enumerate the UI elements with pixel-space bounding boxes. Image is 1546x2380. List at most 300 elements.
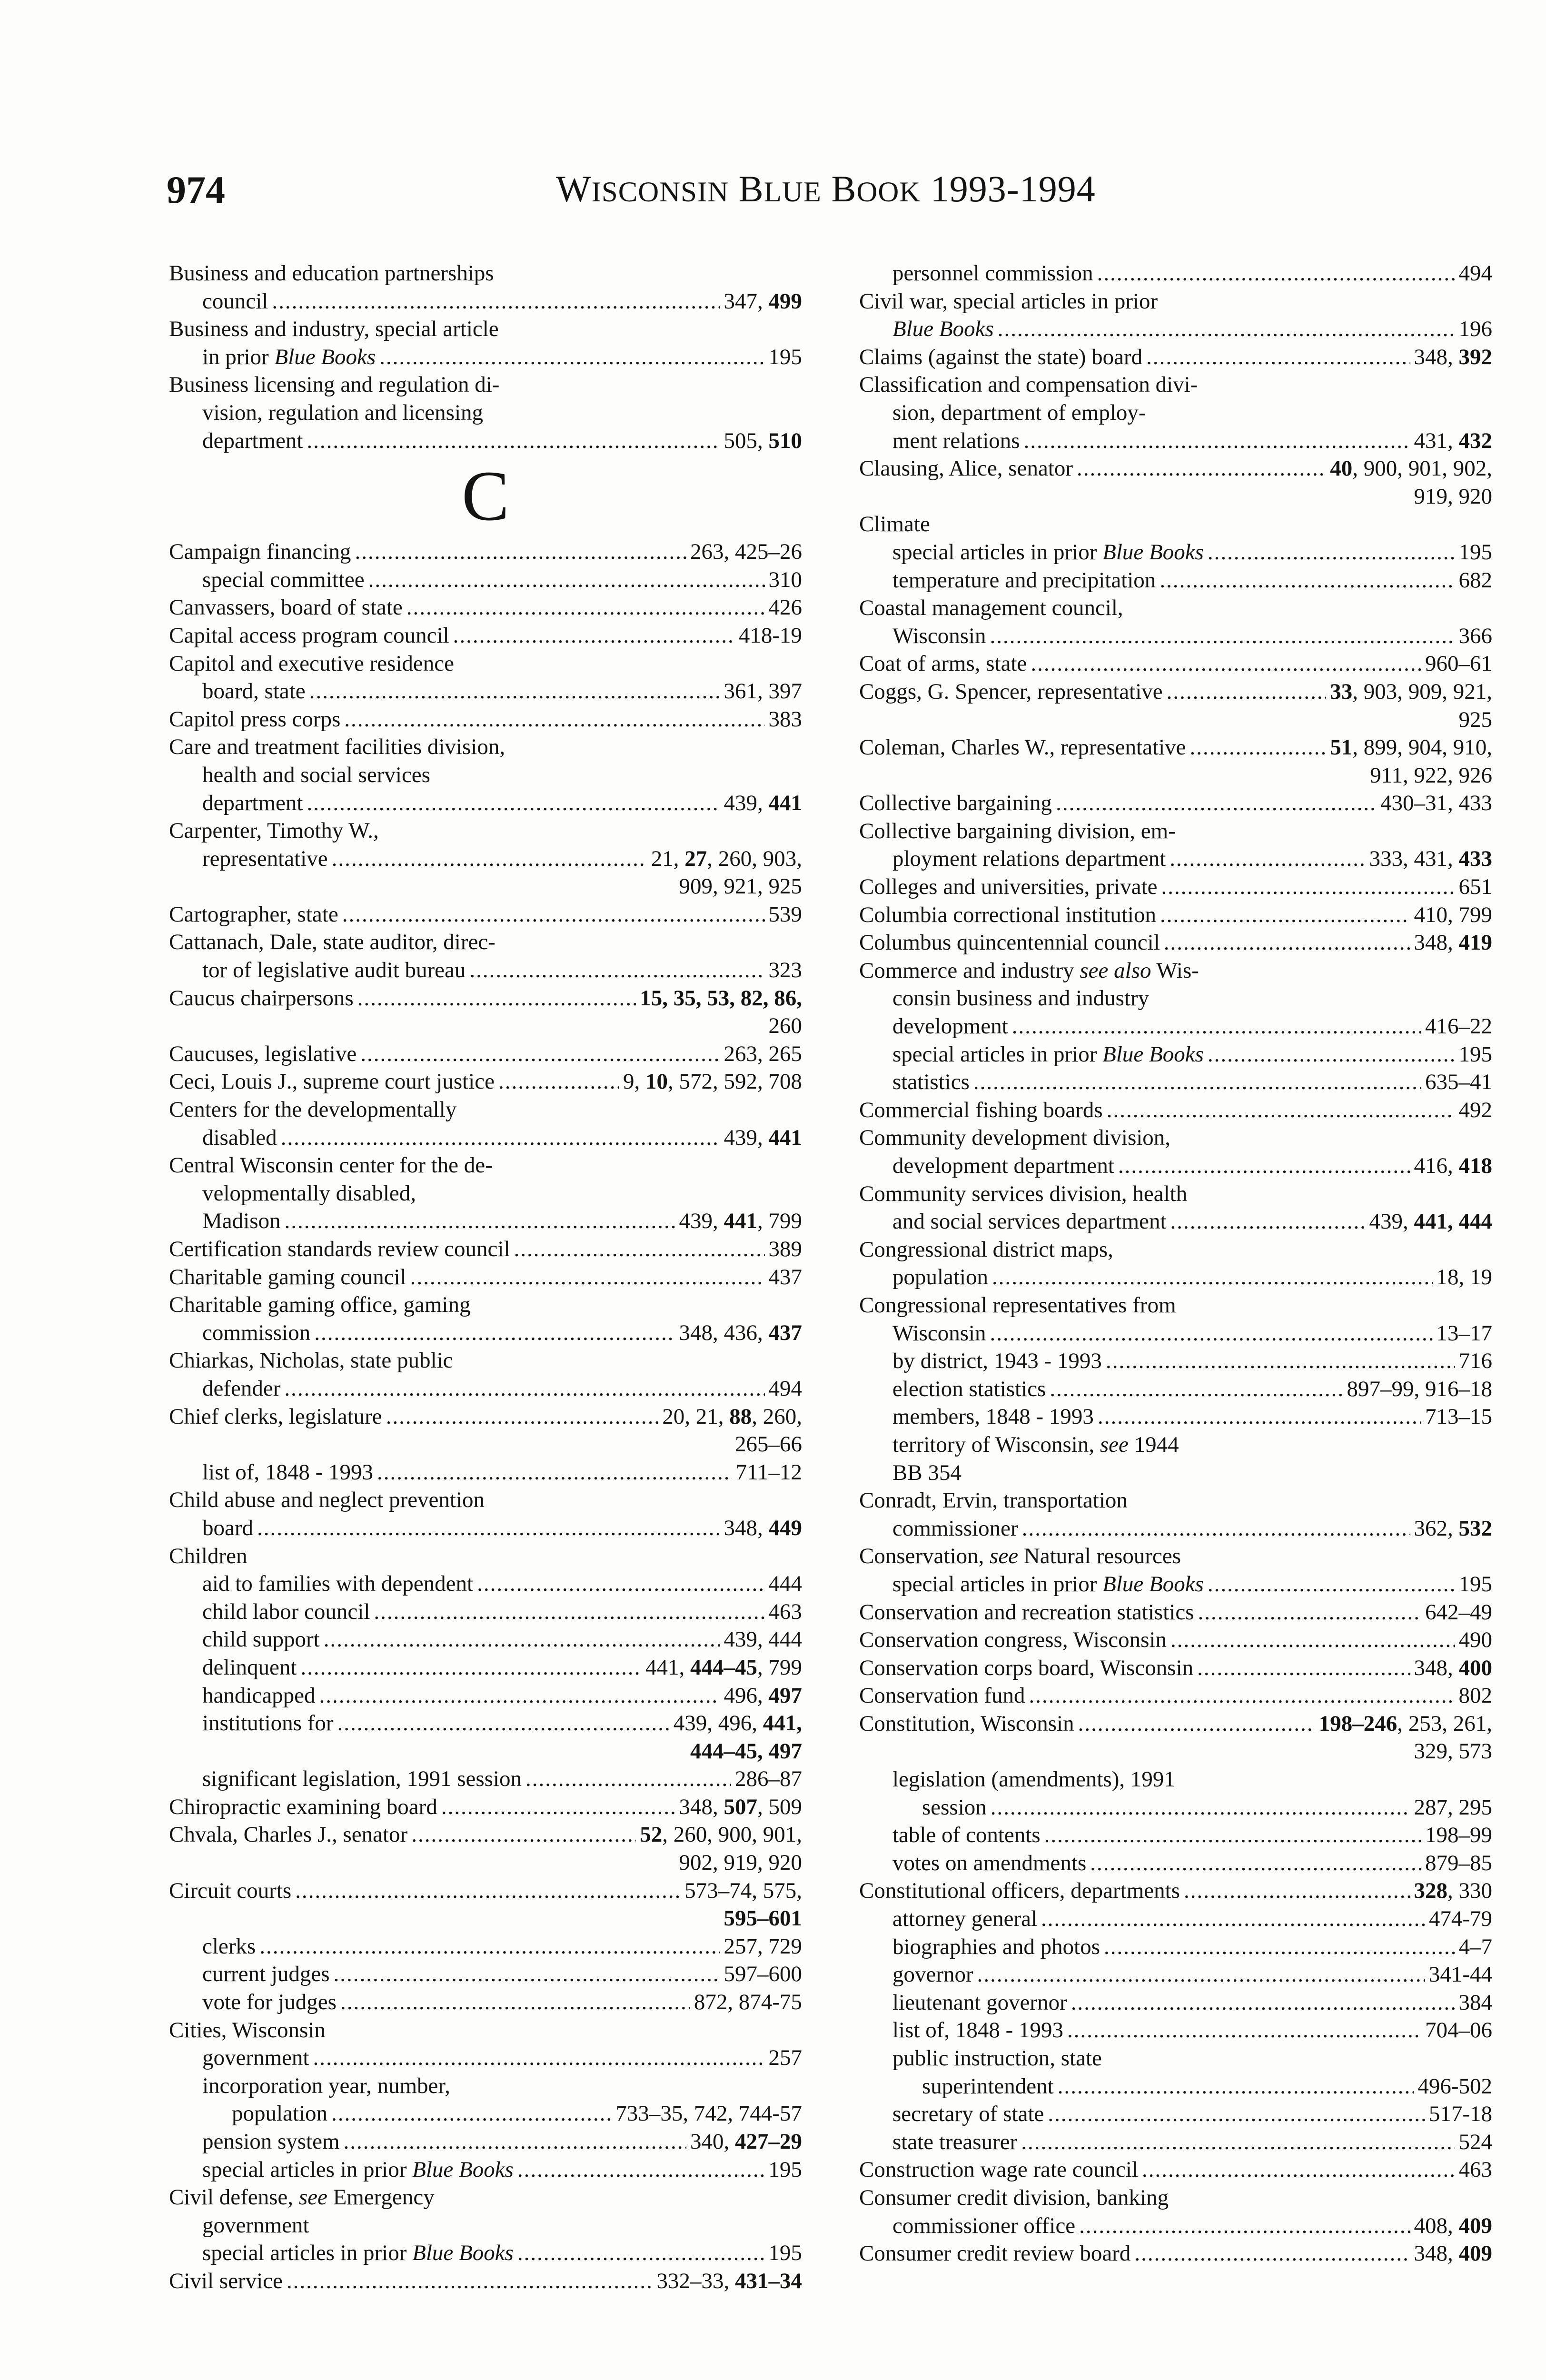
entry-leader-line bbox=[169, 622, 802, 650]
dot-leader bbox=[1031, 650, 1421, 678]
dot-leader bbox=[1048, 2100, 1425, 2128]
entry-text-line: Business licensing and regulation di- bbox=[169, 372, 500, 397]
index-entry bbox=[169, 2156, 802, 2184]
dot-leader bbox=[1058, 2073, 1414, 2101]
entry-leader-line bbox=[859, 1041, 1492, 1069]
entry-text-line: Central Wisconsin center for the de- bbox=[169, 1153, 493, 1178]
index-entry bbox=[859, 343, 1492, 371]
page-reference: 52, 260, 900, 901, bbox=[640, 1822, 802, 1847]
entry-leader-line bbox=[859, 1794, 1492, 1822]
entry-text-line: Congressional representatives from bbox=[859, 1292, 1176, 1318]
index-entry bbox=[169, 371, 802, 455]
entry-leader-line bbox=[169, 789, 802, 817]
dot-leader bbox=[1077, 455, 1326, 483]
page-reference: 323 bbox=[768, 958, 802, 983]
dot-leader bbox=[355, 538, 686, 566]
dot-leader bbox=[1142, 2156, 1455, 2184]
entry-heading: temperature and precipitation bbox=[892, 567, 1156, 593]
entry-heading: election statistics bbox=[892, 1376, 1046, 1401]
dot-leader bbox=[1190, 734, 1327, 762]
dot-leader bbox=[344, 2128, 686, 2156]
entry-heading: Wisconsin bbox=[892, 623, 986, 648]
dot-leader bbox=[1107, 1096, 1455, 1124]
entry-text-line: Child abuse and neglect prevention bbox=[169, 1488, 485, 1513]
dot-leader bbox=[411, 1821, 636, 1849]
entry-leader-line bbox=[169, 427, 802, 455]
entry-heading: Canvassers, board of state bbox=[169, 595, 403, 620]
entry-leader-line bbox=[169, 1263, 802, 1291]
entry-leader-line bbox=[169, 956, 802, 984]
page-reference: 872, 874-75 bbox=[694, 1990, 802, 2015]
page-reference: 348, 392 bbox=[1414, 344, 1492, 369]
page-reference: 494 bbox=[1458, 261, 1492, 286]
dot-leader bbox=[525, 1765, 731, 1793]
dot-leader bbox=[1090, 1849, 1421, 1877]
entry-text-line: Commerce and industry see also Wis- bbox=[859, 958, 1199, 983]
entry-leader-line bbox=[169, 1514, 802, 1542]
page-reference: 573–74, 575, bbox=[684, 1878, 802, 1903]
entry-heading: Blue Books bbox=[892, 317, 994, 342]
entry-heading: population bbox=[892, 1265, 989, 1290]
page-reference-continued: 444–45, 497 bbox=[690, 1738, 802, 1764]
entry-leader-line bbox=[169, 2044, 802, 2072]
index-entry bbox=[859, 1626, 1492, 1654]
entry-text-line: Children bbox=[169, 1543, 248, 1568]
entry-heading: Conservation corps board, Wisconsin bbox=[859, 1655, 1194, 1680]
page-reference: 361, 397 bbox=[723, 679, 802, 704]
entry-text-line: Charitable gaming office, gaming bbox=[169, 1292, 471, 1318]
entry-leader-line bbox=[859, 2073, 1492, 2101]
dot-leader bbox=[259, 1933, 720, 1961]
entry-text-line: government bbox=[202, 2212, 309, 2238]
dot-leader bbox=[377, 1458, 732, 1487]
index-entry bbox=[169, 1933, 802, 1961]
dot-leader bbox=[477, 1570, 764, 1598]
entry-heading: current judges bbox=[202, 1962, 330, 1987]
entry-leader-line bbox=[859, 1570, 1492, 1598]
entry-heading: Conservation congress, Wisconsin bbox=[859, 1627, 1167, 1653]
entry-leader-line bbox=[859, 1961, 1492, 1989]
entry-heading: special articles in prior Blue Books bbox=[892, 1571, 1204, 1597]
entry-text-line: Community development division, bbox=[859, 1125, 1171, 1150]
index-entry bbox=[859, 259, 1492, 288]
entry-heading: Construction wage rate council bbox=[859, 2157, 1139, 2182]
page-reference: 463 bbox=[1458, 2157, 1492, 2182]
index-entry bbox=[859, 455, 1492, 510]
entry-heading: members, 1848 - 1993 bbox=[892, 1404, 1094, 1429]
index-entry bbox=[859, 2184, 1492, 2240]
dot-leader bbox=[300, 1654, 642, 1682]
index-entry bbox=[169, 1235, 802, 1263]
entry-leader-line bbox=[169, 1988, 802, 2016]
index-entry bbox=[169, 1626, 802, 1654]
entry-heading: Campaign financing bbox=[169, 539, 351, 565]
index-column-right bbox=[859, 259, 1492, 2268]
page-reference: 21, 27, 260, 903, bbox=[651, 846, 802, 871]
index-entry bbox=[859, 1849, 1492, 1877]
page-reference: 33, 903, 909, 921, bbox=[1330, 679, 1492, 704]
index-entry bbox=[859, 371, 1492, 455]
dot-leader bbox=[410, 1263, 765, 1291]
entry-leader-line bbox=[169, 1207, 802, 1235]
page-reference: 716 bbox=[1458, 1349, 1492, 1374]
entry-leader-line bbox=[859, 1208, 1492, 1236]
entry-heading: council bbox=[202, 288, 268, 314]
index-entry bbox=[859, 510, 1492, 538]
entry-leader-line bbox=[859, 2016, 1492, 2044]
index-entry bbox=[859, 1765, 1492, 1821]
entry-leader-line bbox=[859, 1849, 1492, 1877]
entry-leader-line bbox=[169, 1626, 802, 1654]
page-reference: 408, 409 bbox=[1414, 2213, 1492, 2238]
entry-leader-line bbox=[169, 2128, 802, 2156]
dot-leader bbox=[344, 705, 764, 734]
index-entry bbox=[859, 734, 1492, 789]
entry-leader-line bbox=[859, 1682, 1492, 1710]
index-entry bbox=[859, 901, 1492, 929]
entry-leader-line bbox=[169, 1068, 802, 1096]
page-reference: 439, 444 bbox=[723, 1627, 802, 1652]
index-entry bbox=[859, 2016, 1492, 2044]
index-entry bbox=[859, 2240, 1492, 2268]
entry-leader-line bbox=[859, 873, 1492, 901]
entry-heading: child support bbox=[202, 1627, 320, 1652]
entry-heading: Civil service bbox=[169, 2268, 283, 2293]
page-reference: 195 bbox=[768, 2157, 802, 2182]
dot-leader bbox=[1050, 1375, 1343, 1403]
index-entry bbox=[859, 1347, 1492, 1375]
index-entry bbox=[169, 1263, 802, 1291]
index-entry bbox=[169, 1151, 802, 1235]
entry-leader-line bbox=[169, 1933, 802, 1961]
entry-heading: special articles in prior Blue Books bbox=[202, 2157, 514, 2182]
dot-leader bbox=[257, 1514, 720, 1542]
page-reference: 439, 441, 444 bbox=[1369, 1209, 1492, 1234]
dot-leader bbox=[1208, 1041, 1455, 1069]
index-entry bbox=[169, 1068, 802, 1096]
entry-leader-line bbox=[169, 538, 802, 566]
page-reference: 195 bbox=[1458, 539, 1492, 565]
entry-heading: Coggs, G. Spencer, representative bbox=[859, 679, 1163, 704]
dot-leader bbox=[287, 2267, 653, 2295]
entry-heading: Caucuses, legislative bbox=[169, 1041, 357, 1066]
dot-leader bbox=[1022, 1515, 1410, 1543]
page-reference: 474-79 bbox=[1428, 1906, 1492, 1932]
page-reference: 15, 35, 53, 82, 86, bbox=[640, 985, 802, 1011]
entry-heading: superintendent bbox=[922, 2073, 1054, 2099]
entry-leader-line bbox=[169, 1570, 802, 1598]
index-entry bbox=[169, 1570, 802, 1598]
entry-text-line: Cattanach, Dale, state auditor, direc- bbox=[169, 930, 496, 955]
entry-text-line: Civil defense, see Emergency bbox=[169, 2185, 435, 2210]
page-reference: 418-19 bbox=[738, 623, 802, 648]
entry-heading: special articles in prior Blue Books bbox=[892, 539, 1204, 565]
dot-leader bbox=[1078, 1710, 1315, 1738]
dot-leader bbox=[1208, 538, 1455, 566]
entry-heading: Coleman, Charles W., representative bbox=[859, 735, 1186, 760]
dot-leader bbox=[379, 343, 764, 371]
index-entry bbox=[169, 817, 802, 901]
dot-leader bbox=[998, 315, 1455, 343]
page-title: WISCONSIN BLUE BOOK 1993-1994 bbox=[556, 168, 1096, 209]
entry-heading: Commercial fishing boards bbox=[859, 1097, 1103, 1122]
entry-heading: delinquent bbox=[202, 1655, 297, 1680]
page-reference: 4–7 bbox=[1458, 1934, 1492, 1959]
entry-leader-line bbox=[169, 1319, 802, 1347]
entry-leader-line bbox=[859, 1319, 1492, 1348]
index-entry bbox=[859, 2128, 1492, 2156]
entry-leader-line bbox=[169, 1960, 802, 1988]
dot-leader bbox=[272, 288, 720, 316]
page-reference-continued: 265–66 bbox=[735, 1432, 802, 1457]
entry-leader-line bbox=[859, 1347, 1492, 1375]
index-entry bbox=[169, 1291, 802, 1347]
page-reference: 347, 499 bbox=[723, 288, 802, 314]
index-entry bbox=[859, 1180, 1492, 1236]
page-reference: 348, 400 bbox=[1414, 1655, 1492, 1680]
index-entry bbox=[859, 1041, 1492, 1069]
entry-heading: Caucus chairpersons bbox=[169, 985, 354, 1011]
page-reference-continued: 919, 920 bbox=[1414, 484, 1492, 509]
entry-text-line: Classification and compensation divi- bbox=[859, 372, 1198, 397]
entry-leader-line bbox=[169, 845, 802, 873]
entry-leader-line bbox=[859, 1905, 1492, 1933]
entry-leader-line bbox=[169, 1765, 802, 1793]
entry-leader-line bbox=[169, 2100, 802, 2128]
page-reference: 539 bbox=[768, 902, 802, 927]
page-reference: 505, 510 bbox=[723, 428, 802, 453]
entry-leader-line bbox=[859, 1877, 1492, 1905]
page-reference: 494 bbox=[768, 1376, 802, 1401]
dot-leader bbox=[1169, 845, 1365, 873]
entry-leader-line bbox=[169, 2239, 802, 2267]
entry-leader-line bbox=[859, 1821, 1492, 1849]
index-entry bbox=[859, 538, 1492, 566]
dot-leader bbox=[1208, 1570, 1455, 1598]
page-reference: 263, 425–26 bbox=[690, 539, 802, 565]
dot-leader bbox=[1170, 1626, 1455, 1654]
index-entry bbox=[859, 1291, 1492, 1347]
index-entry bbox=[169, 1347, 802, 1402]
entry-leader-line bbox=[169, 566, 802, 594]
page-reference: 257, 729 bbox=[723, 1934, 802, 1959]
dot-leader bbox=[1056, 789, 1377, 817]
index-entry bbox=[169, 538, 802, 566]
page-reference: 348, 436, 437 bbox=[679, 1320, 802, 1345]
page-reference: 348, 449 bbox=[723, 1515, 802, 1540]
entry-heading: board bbox=[202, 1515, 254, 1540]
index-entry bbox=[169, 1040, 802, 1068]
entry-leader-line bbox=[859, 901, 1492, 929]
entry-text-line: Conservation, see Natural resources bbox=[859, 1544, 1181, 1569]
section-letter: C bbox=[461, 456, 510, 536]
index-entry bbox=[169, 1654, 802, 1682]
entry-heading: state treasurer bbox=[892, 2129, 1018, 2154]
page-reference: 195 bbox=[1458, 1571, 1492, 1597]
entry-text-line: consin business and industry bbox=[892, 986, 1150, 1011]
dot-leader bbox=[314, 1319, 675, 1347]
entry-heading: representative bbox=[202, 846, 328, 871]
page-reference: 328, 330 bbox=[1414, 1878, 1492, 1904]
index-entry bbox=[859, 1542, 1492, 1570]
entry-leader-line bbox=[169, 1124, 802, 1152]
dot-leader bbox=[498, 1068, 619, 1096]
page-reference: 332–33, 431–34 bbox=[656, 2268, 802, 2293]
entry-text-line: Civil war, special articles in prior bbox=[859, 288, 1158, 314]
entry-leader-line bbox=[169, 1235, 802, 1263]
dot-leader bbox=[1024, 427, 1410, 455]
page-reference: 195 bbox=[768, 344, 802, 369]
index-entry bbox=[169, 1486, 802, 1542]
page-reference: 196 bbox=[1458, 317, 1492, 342]
dot-leader bbox=[1197, 1654, 1410, 1682]
entry-text-line: Consumer credit division, banking bbox=[859, 2185, 1169, 2210]
dot-leader bbox=[360, 1040, 720, 1068]
dot-leader bbox=[340, 1988, 690, 2016]
entry-text-line: incorporation year, number, bbox=[202, 2073, 450, 2098]
page-reference: 496-502 bbox=[1417, 2073, 1492, 2099]
page-reference-continued: 329, 573 bbox=[1414, 1739, 1492, 1764]
index-entry bbox=[169, 1765, 802, 1793]
dot-leader bbox=[1164, 929, 1410, 957]
entry-text-line: Congressional district maps, bbox=[859, 1237, 1113, 1262]
entry-heading: table of contents bbox=[892, 1823, 1041, 1848]
dot-leader bbox=[1044, 1821, 1421, 1849]
index-entry bbox=[169, 705, 802, 734]
entry-heading: board, state bbox=[202, 679, 306, 704]
index-entry bbox=[169, 1598, 802, 1626]
page-reference: 348, 409 bbox=[1414, 2241, 1492, 2266]
dot-leader bbox=[1106, 1347, 1455, 1375]
page-reference: 517-18 bbox=[1428, 2102, 1492, 2127]
page-reference: 384 bbox=[1458, 1990, 1492, 2015]
page-reference: 340, 427–29 bbox=[690, 2129, 802, 2154]
index-entry bbox=[859, 650, 1492, 678]
entry-text-line: Chiarkas, Nicholas, state public bbox=[169, 1348, 453, 1373]
dot-leader bbox=[368, 566, 765, 594]
page-reference: 287, 295 bbox=[1414, 1795, 1492, 1820]
dot-leader bbox=[1118, 1152, 1410, 1180]
dot-leader bbox=[973, 1068, 1421, 1096]
dot-leader bbox=[324, 1626, 720, 1654]
entry-heading: personnel commission bbox=[892, 261, 1093, 286]
entry-text-line: Business and industry, special article bbox=[169, 317, 499, 342]
page-reference: 524 bbox=[1458, 2129, 1492, 2154]
entry-heading: Collective bargaining bbox=[859, 791, 1052, 816]
index-entry bbox=[859, 1877, 1492, 1905]
page-reference: 439, 496, 441, bbox=[673, 1711, 802, 1736]
entry-leader-line bbox=[859, 343, 1492, 371]
entry-heading: Conservation fund bbox=[859, 1683, 1025, 1708]
index-entry bbox=[169, 594, 802, 622]
entry-heading: development department bbox=[892, 1153, 1114, 1178]
entry-text-line: territory of Wisconsin, see 1944 bbox=[892, 1432, 1179, 1457]
entry-leader-line bbox=[169, 1793, 802, 1821]
entry-heading: Columbus quincentennial council bbox=[859, 930, 1160, 955]
entry-leader-line bbox=[859, 427, 1492, 455]
entry-heading: Consumer credit review board bbox=[859, 2241, 1131, 2266]
entry-leader-line bbox=[859, 929, 1492, 957]
entry-heading: Clausing, Alice, senator bbox=[859, 456, 1073, 481]
index-entry bbox=[859, 1989, 1492, 2017]
entry-heading: tor of legislative audit bureau bbox=[202, 958, 466, 983]
index-entry bbox=[169, 455, 802, 538]
entry-heading: in prior Blue Books bbox=[202, 344, 376, 369]
index-entry bbox=[169, 1793, 802, 1821]
page-reference: 682 bbox=[1458, 567, 1492, 593]
page-reference: 597–600 bbox=[723, 1962, 802, 1987]
dot-leader bbox=[453, 622, 735, 650]
entry-heading: Columbia correctional institution bbox=[859, 902, 1156, 927]
index-entry bbox=[169, 2183, 802, 2239]
entry-heading: Capitol press corps bbox=[169, 706, 341, 732]
page-reference: 348, 419 bbox=[1414, 930, 1492, 955]
index-entry bbox=[859, 2100, 1492, 2128]
index-entry bbox=[169, 2044, 802, 2072]
index-entry bbox=[859, 2156, 1492, 2184]
index-entry bbox=[859, 594, 1492, 650]
dot-leader bbox=[307, 789, 720, 817]
entry-heading: by district, 1943 - 1993 bbox=[892, 1349, 1102, 1374]
page-reference: 18, 19 bbox=[1436, 1265, 1492, 1290]
dot-leader bbox=[991, 1794, 1410, 1822]
page-reference: 341-44 bbox=[1428, 1962, 1492, 1987]
index-entry bbox=[169, 1960, 802, 1988]
entry-heading: Circuit courts bbox=[169, 1878, 292, 1903]
dot-leader bbox=[514, 1235, 765, 1263]
entry-heading: vote for judges bbox=[202, 1990, 337, 2015]
entry-heading: biographies and photos bbox=[892, 1934, 1100, 1959]
index-entry bbox=[859, 789, 1492, 817]
entry-leader-line bbox=[859, 1654, 1492, 1682]
page-reference: 13–17 bbox=[1436, 1320, 1492, 1346]
dot-leader bbox=[1021, 2128, 1455, 2156]
entry-leader-line bbox=[169, 1040, 802, 1068]
dot-leader bbox=[1012, 1012, 1421, 1041]
page-reference-continued: 911, 922, 926 bbox=[1370, 763, 1492, 788]
index-entry bbox=[859, 1905, 1492, 1933]
entry-leader-line bbox=[169, 343, 802, 371]
entry-heading: ployment relations department bbox=[892, 846, 1166, 872]
page-reference: 383 bbox=[768, 706, 802, 732]
index-column-left bbox=[169, 259, 802, 2295]
page-reference: 439, 441 bbox=[723, 790, 802, 815]
index-entry bbox=[169, 1403, 802, 1458]
index-entry bbox=[859, 1570, 1492, 1598]
entry-heading: commissioner bbox=[892, 1516, 1018, 1541]
page-reference-continued: 925 bbox=[1458, 707, 1492, 732]
page-reference: 704–06 bbox=[1425, 2018, 1492, 2043]
index-entry bbox=[169, 2072, 802, 2128]
index-entry bbox=[859, 1124, 1492, 1180]
entry-leader-line bbox=[859, 315, 1492, 343]
entry-leader-line bbox=[859, 1989, 1492, 2017]
index-entry bbox=[169, 259, 802, 315]
dot-leader bbox=[1167, 678, 1327, 706]
index-entry bbox=[169, 1542, 802, 1570]
entry-leader-line bbox=[859, 650, 1492, 678]
page-reference: 333, 431, 433 bbox=[1369, 846, 1492, 872]
dot-leader bbox=[1146, 343, 1410, 371]
entry-leader-line bbox=[169, 2267, 802, 2295]
entry-heading: commission bbox=[202, 1320, 311, 1345]
entry-leader-line bbox=[859, 2240, 1492, 2268]
index-entry bbox=[859, 1236, 1492, 1291]
entry-heading: list of, 1848 - 1993 bbox=[202, 1459, 374, 1485]
dot-leader bbox=[1079, 2212, 1410, 2240]
index-entry bbox=[169, 1682, 802, 1710]
page-reference: 490 bbox=[1458, 1627, 1492, 1653]
